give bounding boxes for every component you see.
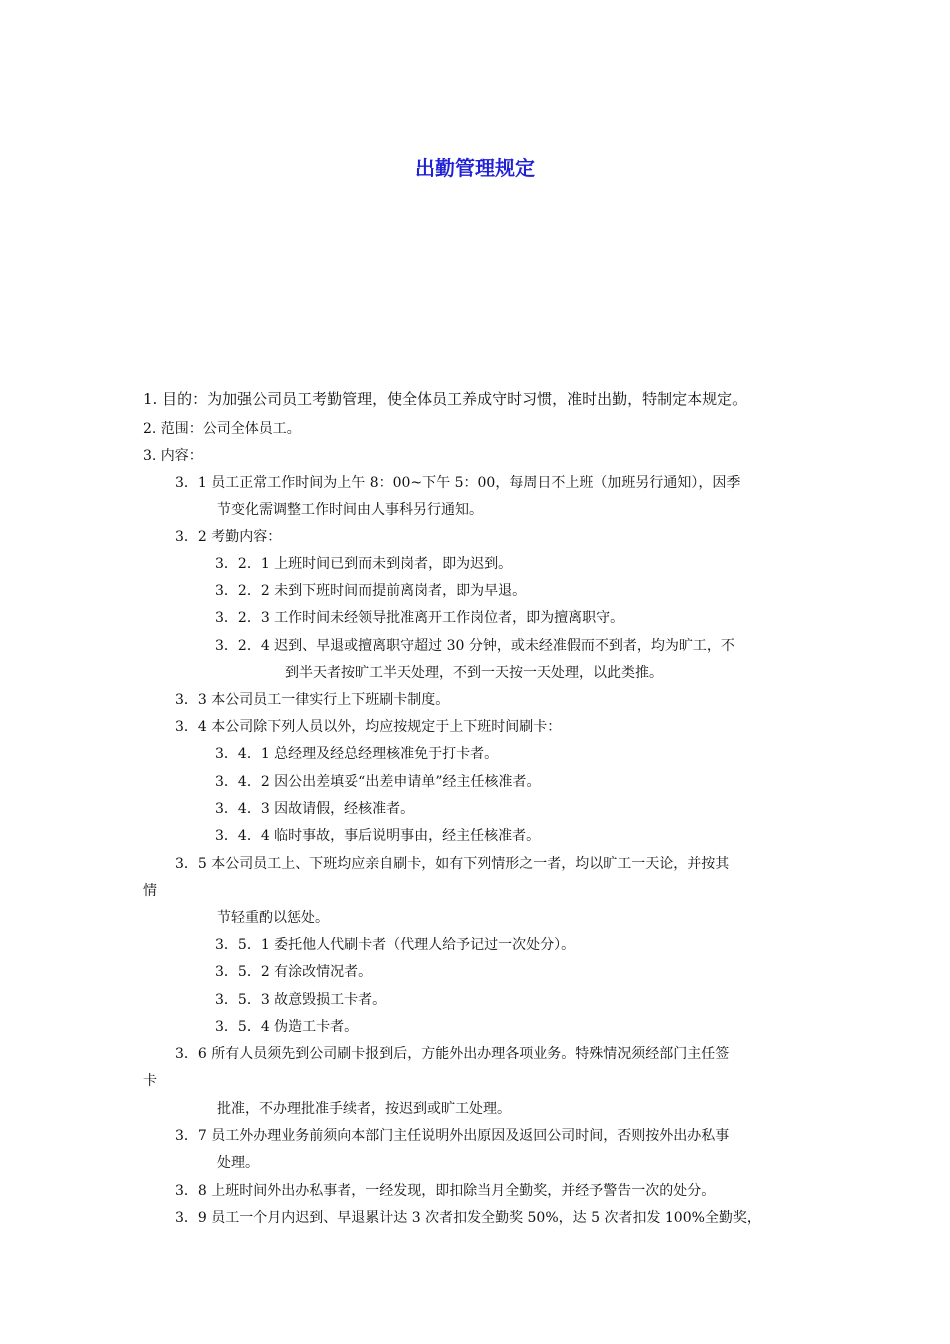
clause-3-6-cont: 批准，不办理批准手续者，按迟到或旷工处理。: [217, 1101, 511, 1117]
clause-3-4: 3．4 本公司除下列人员以外，均应按规定于上下班时间刷卡：: [175, 719, 562, 735]
clause-3-2-4-cont: 到半天者按旷工半天处理，不到一天按一天处理，以此类推。: [285, 665, 663, 681]
clause-3-5-2: 3．5．2 有涂改情况者。: [215, 964, 373, 980]
clause-3-2-1: 3．2．1 上班时间已到而未到岗者，即为迟到。: [215, 556, 513, 572]
clause-3-2-3: 3．2．3 工作时间未经领导批准离开工作岗位者，即为擅离职守。: [215, 610, 625, 626]
section-2-scope: 2. 范围：公司全体员工。: [143, 421, 301, 437]
clause-3-5-4: 3．5．4 伪造工卡者。: [215, 1019, 359, 1035]
clause-3-4-1: 3．4．1 总经理及经总经理核准免于打卡者。: [215, 746, 499, 762]
clause-3-2: 3．2 考勤内容：: [175, 529, 282, 545]
clause-3-7-cont: 处理。: [217, 1155, 259, 1171]
clause-3-5-cont: 节轻重酌以惩处。: [217, 910, 329, 926]
clause-3-1: 3．1 员工正常工作时间为上午 8：00~下午 5：00，每周日不上班（加班另行通知），因季: [175, 475, 741, 491]
clause-3-4-2: 3．4．2 因公出差填妥“出差申请单”经主任核准者。: [215, 774, 541, 790]
clause-3-2-4: 3．2．4 迟到、早退或擅离职守超过 30 分钟，或未经准假而不到者，均为旷工，不: [215, 638, 735, 654]
clause-3-3: 3．3 本公司员工一律实行上下班刷卡制度。: [175, 692, 450, 708]
clause-3-4-4: 3．4．4 临时事故，事后说明事由，经主任核准者。: [215, 828, 541, 844]
clause-3-7: 3．7 员工外办理业务前须向本部门主任说明外出原因及返回公司时间，否则按外出办私事: [175, 1128, 730, 1144]
clause-3-5-1: 3．5．1 委托他人代刷卡者（代理人给予记过一次处分）。: [215, 937, 576, 953]
clause-3-5-3: 3．5．3 故意毁损工卡者。: [215, 992, 387, 1008]
clause-3-5: 3．5 本公司员工上、下班均应亲自刷卡，如有下列情形之一者，均以旷工一天论，并按其: [175, 856, 730, 872]
clause-3-2-2: 3．2．2 未到下班时间而提前离岗者，即为早退。: [215, 583, 527, 599]
section-1-purpose: 1. 目的：为加强公司员工考勤管理，使全体员工养成守时习惯，准时出勤，特制定本规定。: [143, 390, 748, 408]
clause-3-5-wrap: 情: [143, 883, 157, 899]
section-3-content: 3. 内容：: [143, 448, 203, 464]
document-title: 出勤管理规定: [415, 156, 535, 180]
clause-3-9: 3．9 员工一个月内迟到、早退累计达 3 次者扣发全勤奖 50%，达 5 次者扣发 100%全勤奖，: [175, 1210, 761, 1226]
clause-3-6-wrap: 卡: [143, 1073, 157, 1089]
clause-3-6: 3．6 所有人员须先到公司刷卡报到后，方能外出办理各项业务。特殊情况须经部门主任签: [175, 1046, 730, 1062]
clause-3-4-3: 3．4．3 因故请假，经核准者。: [215, 801, 415, 817]
clause-3-8: 3．8 上班时间外出办私事者，一经发现，即扣除当月全勤奖，并经予警告一次的处分。: [175, 1183, 716, 1199]
clause-3-1-cont: 节变化需调整工作时间由人事科另行通知。: [217, 502, 483, 518]
